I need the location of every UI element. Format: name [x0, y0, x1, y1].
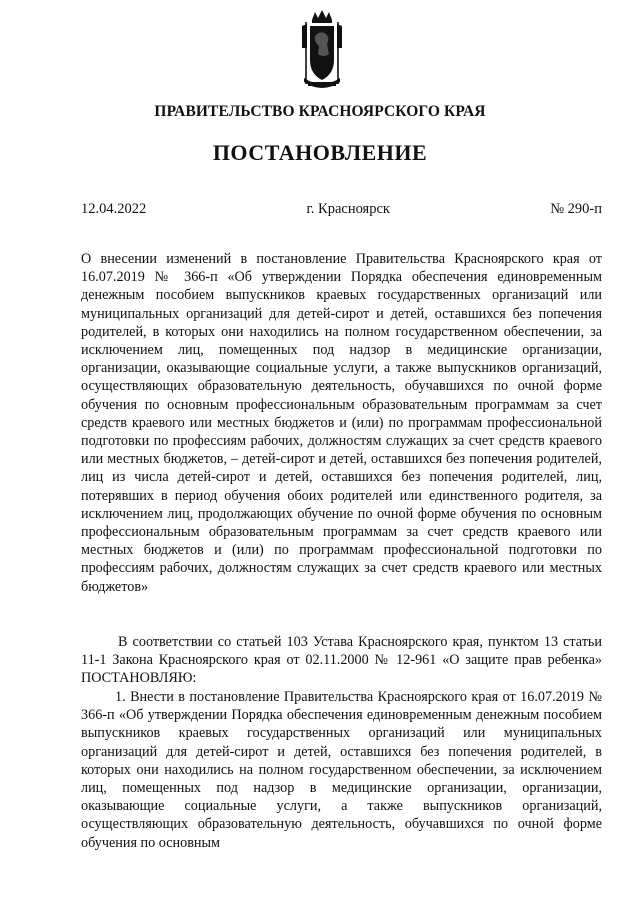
document-city: г. Красноярск — [306, 201, 390, 217]
body-item-1: 1. Внести в постановление Правительства Красноярского края от 16.07.2019 № 366-п «Об утверждении Порядка обеспечения единовременным денежным пособием выпускников краевых государственных организаций или муниципальных организаций для детей-сирот и детей, оставшихся без попечения родителей, в которых они находились на полном государственном обеспечении, за исключением лиц, помещенных под надзор в медицинские организации, организации, оказывающие социальные услуги, а также выпускников организаций, осуществляющих образовательную деятельность, обучавшихся по очной форме обучения по основным — [81, 689, 602, 851]
krasnoyarsk-coat-of-arms-icon — [298, 8, 346, 90]
body-preamble: В соответствии со статьей 103 Устава Красноярского края, пунктом 13 статьи 11-1 Закона Красноярского края от 02.11.2000 № 12-961 «О защите прав ребенка» ПОСТАНОВЛЯЮ: — [81, 634, 602, 687]
document-subject: О внесении изменений в постановление Правительства Красноярского края от 16.07.2019 № 366-п «Об утверждении Порядка обеспечения единовременным денежным пособием выпускников краевых государственных организаций или муниципальных организаций для детей-сирот и детей, оставшихся без попечения родителей, в которых они находились на полном государственном обеспечении, за исключением лиц, помещенных под надзор в медицинские организации, организации, оказывающие социальные услуги, а также выпускников организаций, осуществляющих образовательную деятельность, обучавшихся по очной форме обучения по основным профессиональным образовательным программам за счет средств краевого или местных бюджетов и (или) по программам профессиональной подготовки по профессиям рабочих, должностям служащих за счет средств краевого или местных бюджетов, – детей-сирот и детей, оставшихся без попечения родителей, лиц из числа детей-сирот и детей, оставшихся без попечения родителей, лиц, потерявших в период обучения обоих родителей или единственного родителя, за исключением лиц, продолжающих обучение по очной форме обучения по основным профессиональным образовательным программам за счет средств краевого или местных бюджетов и (или) по программам профессиональной подготовки по профессиям рабочих, должностям служащих за счет средств краевого или местных бюджетов» — [81, 251, 602, 595]
document-type-title: ПОСТАНОВЛЕНИЕ — [212, 140, 428, 165]
government-title: ПРАВИТЕЛЬСТВО КРАСНОЯРСКОГО КРАЯ — [154, 103, 486, 120]
document-date: 12.04.2022 — [81, 201, 147, 217]
document-meta-row — [81, 201, 602, 218]
document-number: № 290-п — [550, 201, 602, 217]
